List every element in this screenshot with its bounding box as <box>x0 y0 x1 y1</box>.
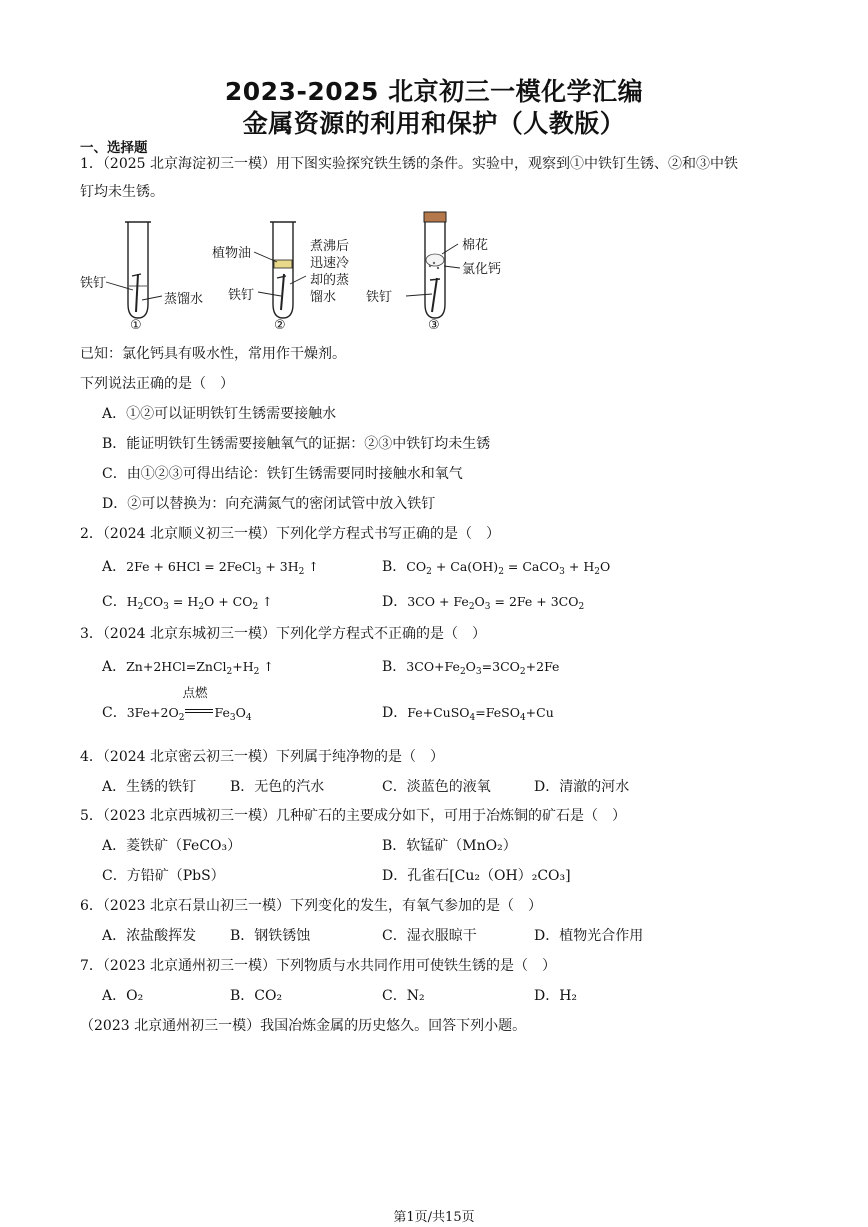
q7-stem: 7．（2023 北京通州初三一模）下列物质与水共同作用可使铁生锈的是（ ） <box>80 958 556 974</box>
q8-intro: （2023 北京通州初三一模）我国冶炼金属的历史悠久。回答下列小题。 <box>80 1018 527 1034</box>
test-tube-2 <box>254 222 306 318</box>
q6-stem: 6．（2023 北京石景山初三一模）下列变化的发生，有氧气参加的是（ ） <box>80 898 542 914</box>
section-heading: 一、选择题 <box>80 140 148 156</box>
q1-option-c: C．由①②③可得出结论：铁钉生锈需要同时接触水和氧气 <box>102 466 463 482</box>
q3-option-a: A．$Zn+2HCl=ZnCl_2+H_2$ ↑ <box>102 659 274 677</box>
q3-option-d: D．Fe+CuSO$_4$=FeSO$_4$+Cu <box>382 705 554 723</box>
tube1-water-label: 蒸馏水 <box>164 292 204 307</box>
q1-stem-line1: 1．（2025 北京海淀初三一模）用下图实验探究铁生锈的条件。实验中，观察到①中铁钉生锈、②和③中铁 <box>80 156 738 172</box>
tube3-number: ③ <box>428 318 440 333</box>
q6-option-c: C．湿衣服晾干 <box>382 928 477 944</box>
q4-option-b: B．无色的汽水 <box>230 779 325 795</box>
tube2-water-label: 煮沸后 迅速冷 却的蒸 馏水 <box>310 239 350 305</box>
test-tube-3 <box>406 212 460 318</box>
q5-option-d: D．孔雀石[Cu₂（OH）₂CO₃] <box>382 868 571 884</box>
q7-option-d: D．H₂ <box>534 988 578 1004</box>
q6-option-b: B．钢铁锈蚀 <box>230 928 311 944</box>
reaction-condition: 点燃 <box>182 685 208 700</box>
q2-option-c: C．$H_2CO_3 = H_2O + CO_2$ ↑ <box>102 594 273 612</box>
page-title-line1: 2023-2025 北京初三一模化学汇编 <box>224 77 644 106</box>
tube2-oil-label: 植物油 <box>212 246 252 261</box>
q1-option-a: A．①②可以证明铁钉生锈需要接触水 <box>102 406 337 422</box>
tube3-cotton-label: 棉花 <box>462 238 489 253</box>
q4-option-a: A．生锈的铁钉 <box>102 779 197 795</box>
q5-option-b: B．软锰矿（MnO₂） <box>382 838 517 854</box>
q7-option-c: C．N₂ <box>382 988 425 1004</box>
q4-option-c: C．淡蓝色的液氧 <box>382 779 491 795</box>
tube2-number: ② <box>274 318 286 333</box>
page-number: 第1页/共15页 <box>393 1210 475 1225</box>
q5-option-c: C．方铅矿（PbS） <box>102 868 225 884</box>
test-tube-1 <box>106 222 162 318</box>
q1-option-d: D．②可以替换为：向充满氮气的密闭试管中放入铁钉 <box>102 496 436 512</box>
q3-option-b: B．$3CO+Fe_2O_3=3CO_2+2Fe$ <box>382 659 560 677</box>
q3-option-c: C．$3Fe+2O_2$ 点燃 $Fe_3O_4$ <box>102 685 252 723</box>
q2-option-d: D．$3CO + Fe_2O_3 = 2Fe + 3CO_2$ <box>382 594 585 612</box>
tube1-nail-label: 铁钉 <box>80 276 107 291</box>
q7-option-b: B．CO₂ <box>230 988 283 1004</box>
q5-option-a: A．菱铁矿（FeCO₃） <box>102 838 242 854</box>
q3-stem: 3．（2024 北京东城初三一模）下列化学方程式不正确的是（ ） <box>80 626 486 642</box>
page-title-line2: 金属资源的利用和保护（人教版） <box>242 109 626 138</box>
q1-known: 已知：氯化钙具有吸水性，常用作干燥剂。 <box>80 346 346 362</box>
q4-stem: 4．（2024 北京密云初三一模）下列属于纯净物的是（ ） <box>80 749 444 765</box>
tube2-nail-label: 铁钉 <box>228 288 255 303</box>
q1-stem-line2: 钉均未生锈。 <box>80 184 164 200</box>
q6-option-d: D．植物光合作用 <box>534 928 644 944</box>
q4-option-d: D．清澈的河水 <box>534 779 630 795</box>
q1-question: 下列说法正确的是（ ） <box>80 376 234 392</box>
q2-stem: 2．（2024 北京顺义初三一模）下列化学方程式书写正确的是（ ） <box>80 526 500 542</box>
tube3-cacl2-label: 氯化钙 <box>462 262 502 277</box>
q2-option-b: B．$CO_2 + Ca(OH)_2$ = CaCO$_3$ + $H_2O$ <box>382 559 611 577</box>
q7-option-a: A．O₂ <box>102 988 144 1004</box>
q5-stem: 5．（2023 北京西城初三一模）几种矿石的主要成分如下，可用于冶炼铜的矿石是（ ） <box>80 808 626 824</box>
test-tubes-illustration <box>78 208 518 340</box>
experiment-figure <box>78 208 518 340</box>
q6-option-a: A．浓盐酸挥发 <box>102 928 197 944</box>
q1-option-b: B．能证明铁钉生锈需要接触氧气的证据：②③中铁钉均未生锈 <box>102 436 491 452</box>
q2-option-a: A．2Fe + 6HCl = 2FeCl$_3$ + $3H_2$ ↑ <box>102 559 319 577</box>
tube1-number: ① <box>130 318 142 333</box>
tube3-nail-label: 铁钉 <box>366 290 393 305</box>
